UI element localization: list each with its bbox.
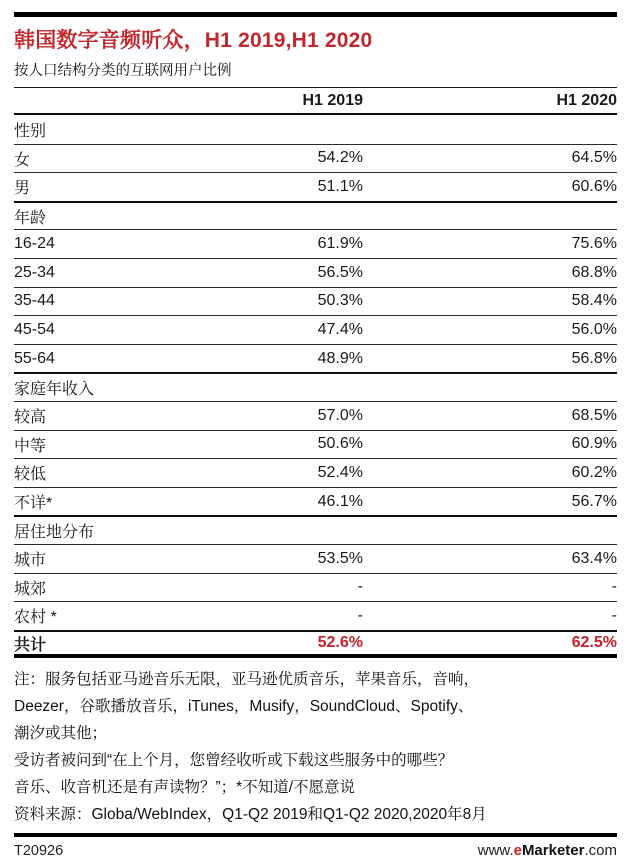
emarketer-brand: Marketer: [521, 842, 585, 859]
column-header-h1-2020: H1 2020: [556, 91, 617, 109]
row-label: 城郊: [14, 580, 47, 598]
row-label: 城市: [14, 552, 47, 570]
value-2019: 51.1%: [317, 177, 363, 195]
table-row: [14, 258, 617, 287]
note-line: 音乐、收音机还是有声读物？”；*不知道/不愿意说: [14, 779, 356, 797]
value-2019: 46.1%: [317, 492, 363, 510]
row-label: 45-54: [14, 320, 55, 338]
value-2020: 64.5%: [571, 149, 617, 167]
total-label: 共计: [14, 636, 47, 654]
row-label: 25-34: [14, 263, 55, 281]
emarketer-url: [478, 842, 617, 859]
row-label: 16-24: [14, 235, 55, 253]
table-row: [14, 458, 617, 487]
row-label: 35-44: [14, 292, 55, 310]
value-2020: -: [611, 606, 617, 624]
value-2020: 68.8%: [571, 263, 617, 281]
value-2020: 75.6%: [571, 235, 617, 253]
url-com: .com: [584, 842, 617, 859]
value-2019: 57.0%: [317, 406, 363, 424]
value-2020: 60.9%: [571, 435, 617, 453]
note-line: 潮汐或其他；: [14, 725, 108, 743]
table-row: [14, 401, 617, 430]
table-row: [14, 544, 617, 573]
table-row: [14, 430, 617, 459]
table-row: [14, 315, 617, 344]
row-label: 较高: [14, 409, 47, 427]
value-2019: 47.4%: [317, 320, 363, 338]
row-label: 男: [14, 180, 31, 198]
value-2020: 56.0%: [571, 320, 617, 338]
emarketer-e-logo: e: [513, 842, 522, 859]
url-www: www.: [477, 842, 514, 859]
table-row: [14, 573, 617, 602]
value-2020: 68.5%: [571, 406, 617, 424]
row-label: 55-64: [14, 349, 55, 367]
value-2020: -: [611, 578, 617, 596]
table-total-row: [14, 630, 617, 659]
value-2019: -: [357, 578, 363, 596]
value-2020: 63.4%: [571, 549, 617, 567]
source-line: 资料来源：Globa/WebIndex，Q1-Q2 2019和Q1-Q2 2020,2020年8月: [14, 806, 487, 824]
value-2019: -: [357, 606, 363, 624]
table-row: [14, 172, 617, 201]
value-2020: 60.6%: [571, 177, 617, 195]
total-value-2019: 52.6%: [317, 634, 363, 652]
section-header-label: 性别: [14, 122, 47, 140]
footer: [14, 842, 617, 859]
chart-id: T20926: [14, 843, 64, 859]
table-row: [14, 344, 617, 373]
table-row: [14, 229, 617, 258]
table-section-row-income: [14, 372, 617, 401]
top-rule: [14, 12, 617, 17]
row-label: 较低: [14, 466, 47, 484]
table-row: [14, 144, 617, 173]
value-2020: 58.4%: [571, 292, 617, 310]
note-line: 注：服务包括亚马逊音乐无限，亚马逊优质音乐，苹果音乐，音响，: [14, 671, 480, 689]
value-2019: 52.4%: [317, 463, 363, 481]
total-value-2020: 62.5%: [571, 634, 617, 652]
table-row: [14, 287, 617, 316]
table-section-row-residence: [14, 515, 617, 544]
section-header-label: 家庭年收入: [14, 381, 95, 399]
row-label: 女: [14, 151, 31, 169]
table-section-row-gender: [14, 115, 617, 144]
footnotes: [14, 666, 617, 828]
value-2020: 60.2%: [571, 463, 617, 481]
value-2019: 48.9%: [317, 349, 363, 367]
value-2020: 56.7%: [571, 492, 617, 510]
row-label: 不详*: [14, 495, 53, 513]
row-label: 中等: [14, 437, 47, 455]
row-label: 农村 *: [14, 609, 57, 627]
value-2019: 50.6%: [317, 435, 363, 453]
section-header-label: 居住地分布: [14, 524, 95, 542]
value-2019: 53.5%: [317, 549, 363, 567]
table-section-row-age: [14, 201, 617, 230]
table-header-row: [14, 87, 617, 115]
value-2019: 54.2%: [317, 149, 363, 167]
note-line: Deezer，谷歌播放音乐，iTunes，Musify，SoundCloud、Spotify、: [14, 698, 474, 716]
value-2020: 56.8%: [571, 349, 617, 367]
data-table: [14, 87, 617, 658]
section-header-label: 年龄: [14, 209, 47, 227]
bottom-rule: [14, 833, 617, 837]
column-header-h1-2019: H1 2019: [302, 91, 363, 109]
table-row: [14, 601, 617, 630]
value-2019: 61.9%: [317, 235, 363, 253]
value-2019: 50.3%: [317, 292, 363, 310]
value-2019: 56.5%: [317, 263, 363, 281]
note-line: 受访者被问到“在上个月，您曾经收听或下载这些服务中的哪些？: [14, 752, 454, 770]
chart-subtitle: 按人口结构分类的互联网用户比例: [14, 63, 232, 79]
chart-title: 韩国数字音频听众，H1 2019,H1 2020: [14, 29, 373, 52]
table-row: [14, 487, 617, 516]
